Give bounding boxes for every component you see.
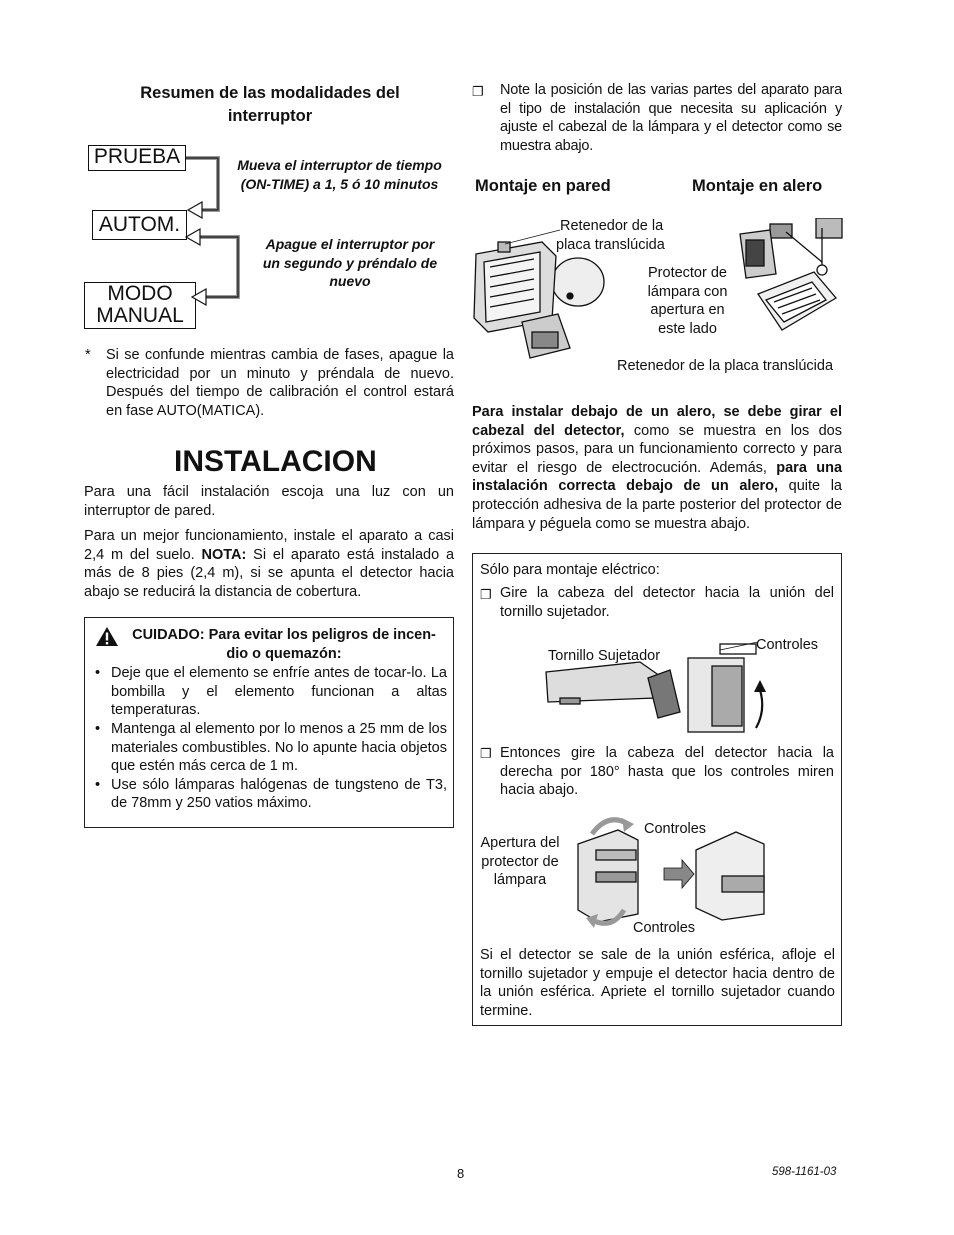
eave-paragraph: Para instalar debajo de un alero, se debe girar el cabezal del detector, como se muestra en los dos próximos pasos, para un funcionamiento correcto y para evitar el riesgo de electrocución. Además, para una instalación correcta debajo de un alero, quite la protección adhesiva de la parte posterior del protector de lámpara y péguela como se muestra abajo.	[472, 404, 843, 532]
mode-instruction-1: Mueva el interruptor de tiempo (ON-TIME) a 1, 5 ó 10 minutos	[237, 157, 442, 192]
label-controls-3: Controles	[633, 920, 696, 936]
footnote-marker: *	[85, 347, 91, 363]
caution-item: • Mantenga al elemento por lo menos a 25 mm de los materiales combustibles. No lo apunte hacia objetos que estén más cerca de 1 m.	[91, 720, 447, 776]
label-aperture: Apertura del protector de lámpara	[480, 835, 560, 888]
caution-heading: CUIDADO: Para evitar los peligros de incen- dio o quemazón:	[91, 626, 447, 663]
footnote: Si se confunde mientras cambia de fases, apague la electricidad por un minuto y préndala de nuevo. Después del tiempo de calibración el control estará en fase AUTO(MATICA).	[106, 347, 454, 419]
checkbox-icon: ❐	[472, 84, 484, 99]
mode-box-autom: AUTOM.	[92, 210, 187, 240]
caution-box	[84, 617, 454, 828]
position-note: Note la posición de las varias partes del aparato para el tipo de instalación que necesita su aplicación y ajuste el cabezal de la lámpara y el detector como se muestra abajo.	[500, 82, 842, 154]
box-step-2: Entonces gire la cabeza del detector hacia la derecha por 180° hasta que los controles miren hacia abajo.	[500, 745, 834, 799]
label-retainer-top: Retenedor de la placa translúcida	[556, 218, 665, 253]
label-controls-1: Controles	[756, 637, 819, 653]
box-step-1: Gire la cabeza del detector hacia la unión del tornillo sujetador.	[500, 585, 834, 620]
label-controls-2: Controles	[644, 821, 707, 837]
page-number: 8	[457, 1166, 465, 1181]
install-para-2: Para un mejor funcionamiento, instale el aparato a casi 2,4 m del suelo. NOTA: Si el aparato está instalado a más de 8 pies (2,4 m), si se apunta el detector hacia abajo se reducirá la distancia de cobertura.	[84, 528, 455, 600]
document-number: 598-1161-03	[772, 1166, 837, 1178]
box-final-note: Si el detector se sale de la unión esférica, afloje el tornillo sujetador y empuje el detector hacia dentro de la unión esférica. Apriete el tornillo sujetador cuando termine.	[480, 947, 835, 1019]
mode-box-manual: MODO MANUAL	[84, 282, 196, 329]
summary-heading: Resumen de las modalidades del interruptor	[140, 84, 400, 125]
mode-box-prueba: PRUEBA	[88, 145, 186, 171]
checkbox-icon: ❐	[480, 746, 492, 761]
install-title: INSTALACION	[174, 445, 377, 478]
caution-item: • Use sólo lámparas halógenas de tungsteno de T3, de 78mm y 250 vatios máximo.	[91, 776, 447, 813]
install-para-1: Para una fácil instalación escoja una luz con un interruptor de pared.	[84, 484, 454, 519]
checkbox-icon: ❐	[480, 587, 492, 602]
mount-wall-heading: Montaje en pared	[475, 177, 611, 195]
mode-instruction-2: Apague el interruptor por un segundo y préndalo de nuevo	[262, 236, 438, 289]
label-screw: Tornillo Sujetador	[548, 648, 661, 664]
label-lamp-protector: Protector de lámpara con apertura en este lado	[647, 265, 728, 337]
box-intro: Sólo para montaje eléctrico:	[480, 562, 660, 578]
label-retainer-bottom: Retenedor de la placa translúcida	[616, 358, 834, 374]
caution-item: • Deje que el elemento se enfríe antes de tocar-lo. La bombilla y el elemento funcionan a altas temperaturas.	[91, 664, 447, 720]
warning-icon	[95, 626, 119, 647]
caution-list	[91, 664, 447, 813]
eave-mount-illustration	[730, 218, 845, 348]
mount-eave-heading: Montaje en alero	[692, 177, 823, 195]
